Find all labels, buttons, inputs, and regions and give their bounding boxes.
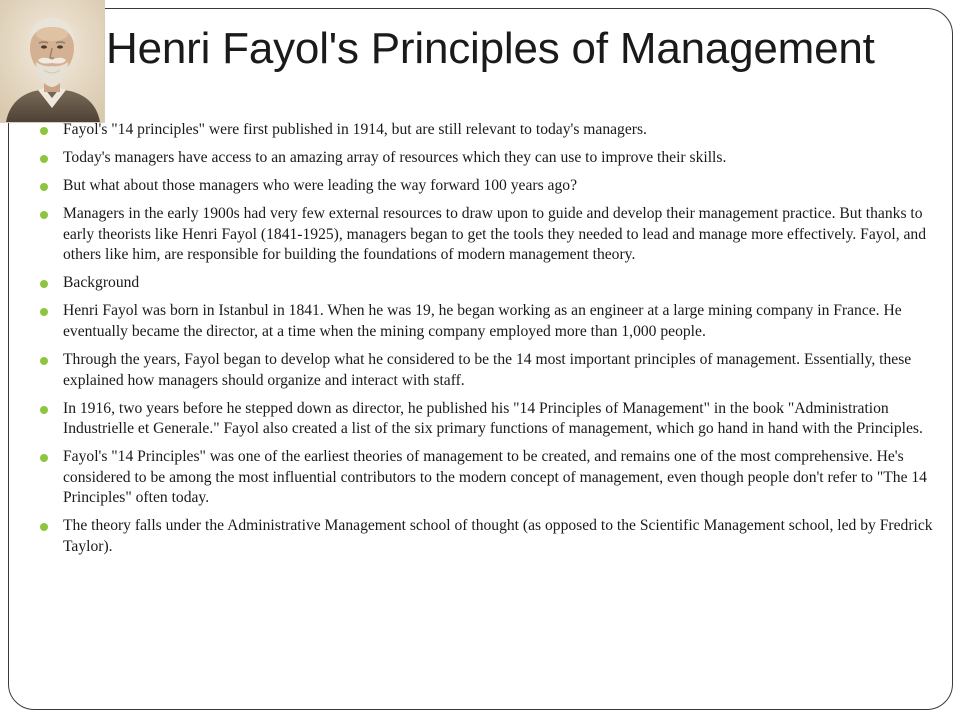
bullet-item (40, 176, 938, 197)
bullet-dot-icon (40, 406, 48, 414)
bullet-dot-icon (40, 155, 48, 163)
bullet-list (40, 120, 938, 565)
bullet-item (40, 120, 938, 141)
bullet-dot-icon (40, 280, 48, 288)
bullet-text: In 1916, two years before he stepped down as director, he published his "14 Principles of Management" in the book "Administration Industrielle et Generale." Fayol also created a list of the six primary functions of management, which go hand in hand with the Principles. (63, 399, 923, 438)
bullet-item (40, 447, 938, 509)
bullet-item (40, 273, 938, 294)
bullet-text: Background (63, 274, 140, 292)
bullet-item (40, 516, 938, 557)
bullet-dot-icon (40, 523, 48, 531)
bullet-dot-icon (40, 183, 48, 191)
bullet-item (40, 301, 938, 342)
bullet-dot-icon (40, 211, 48, 219)
bullet-text: Fayol's "14 principles" were first published in 1914, but are still relevant to today's managers. (63, 121, 647, 138)
bullet-dot-icon (40, 308, 48, 316)
henri-fayol-portrait-icon (0, 0, 105, 123)
bullet-text: Through the years, Fayol began to develop what he considered to be the 14 most important principles of management. Essentially, these explained how managers should organize and interact with staff. (63, 351, 912, 389)
bullet-dot-icon (40, 127, 48, 135)
bullet-item (40, 204, 938, 266)
slide-title: Henri Fayol's Principles of Management (106, 24, 875, 73)
bullet-text: But what about those managers who were leading the way forward 100 years ago? (63, 177, 577, 195)
bullet-item (40, 399, 938, 440)
bullet-text: Henri Fayol was born in Istanbul in 1841. When he was 19, he began working as an engineer at a large mining company in France. He eventually became the director, at a time when the mining company employed more than 1,000 people. (63, 302, 902, 340)
bullet-text: The theory falls under the Administrative Management school of thought (as opposed to the Scientific Management school, led by Fredrick Taylor). (63, 517, 933, 555)
bullet-dot-icon (40, 357, 48, 365)
bullet-text: Fayol's "14 Principles" was one of the earliest theories of management to be created, and remains one of the most comprehensive. He's considered to be among the most influential contributors to the modern concept of management, even though people don't refer to "The 14 Principles" often today. (63, 448, 927, 507)
bullet-text: Managers in the early 1900s had very few external resources to draw upon to guide and develop their management practice. But thanks to early theorists like Henri Fayol (1841-1925), managers began to get the tools they needed to lead and manage more effectively. Fayol, and others like him, are responsible for building the foundations of modern management theory. (63, 205, 927, 264)
bullet-text: Today's managers have access to an amazing array of resources which they can use to improve their skills. (63, 149, 727, 167)
bullet-item (40, 350, 938, 391)
bullet-item (40, 148, 938, 169)
bullet-dot-icon (40, 454, 48, 462)
